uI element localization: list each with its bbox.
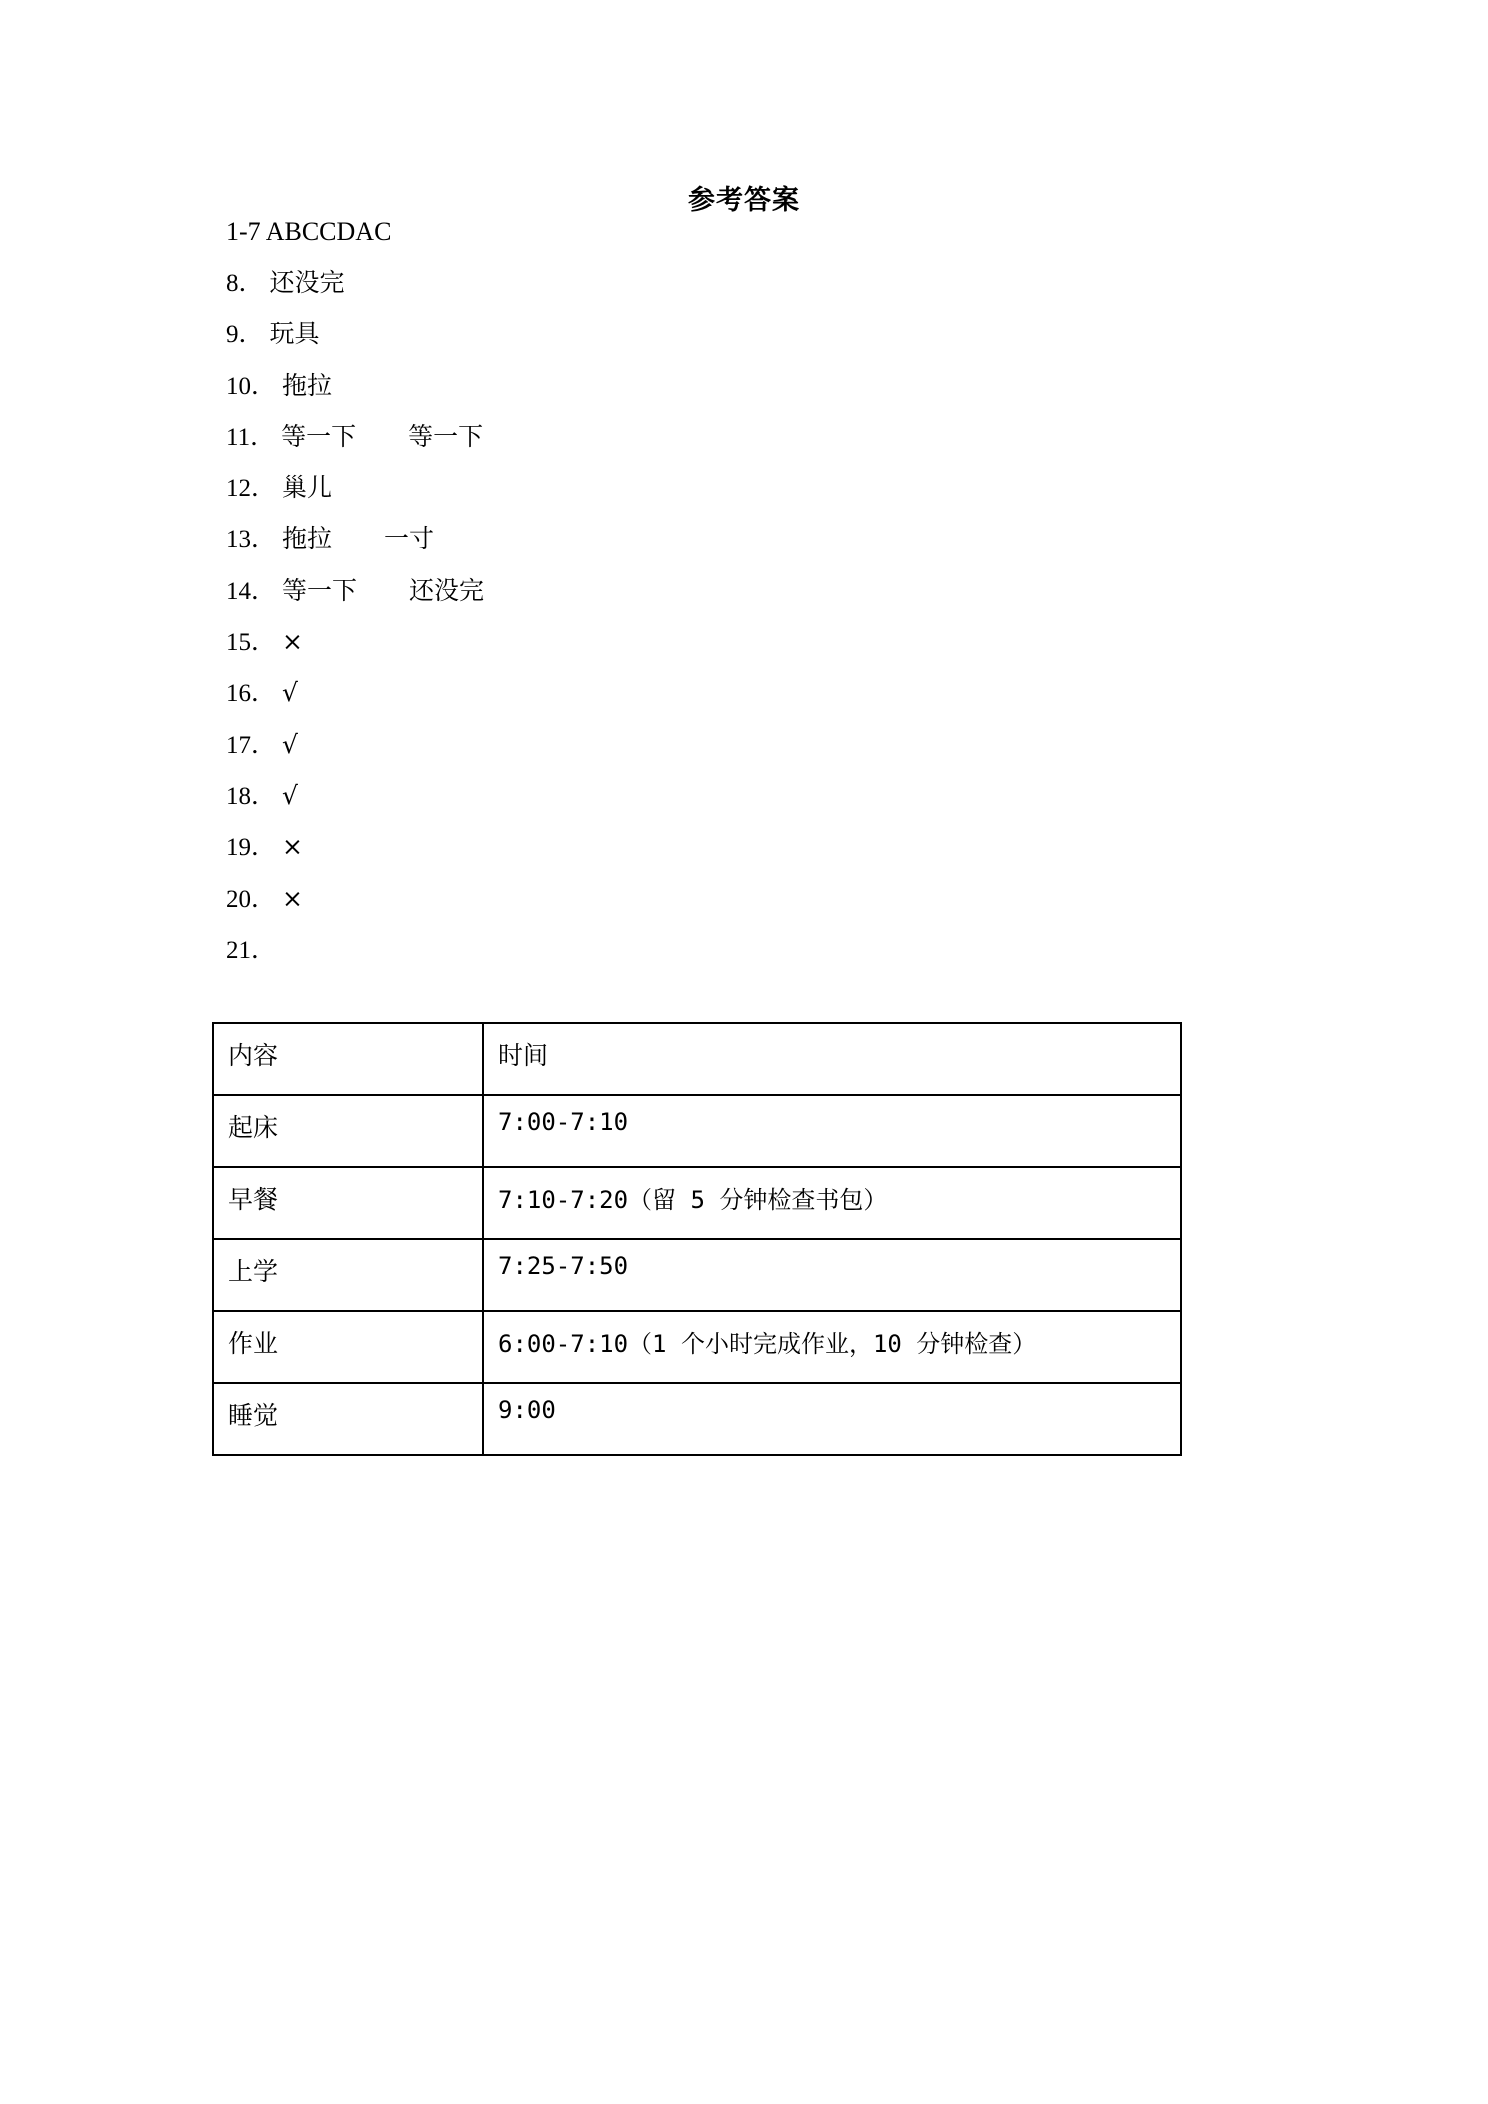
answer-line — [226, 770, 484, 821]
schedule-table — [212, 1022, 1182, 1456]
answer-line — [226, 924, 484, 975]
answer-text: 巢儿 — [282, 473, 333, 503]
answer-mark: × — [282, 627, 303, 657]
answer-line — [226, 667, 484, 718]
table-row — [213, 1167, 1181, 1239]
table-row — [213, 1311, 1181, 1383]
answer-number: 10． — [226, 372, 277, 400]
answer-mark: √ — [282, 678, 298, 708]
answer-line — [226, 411, 484, 462]
table-cell-time: 6:00-7:10（1 个小时完成作业，10 分钟检查） — [483, 1311, 1181, 1383]
answer-list — [226, 214, 484, 975]
answer-number: 17． — [226, 731, 277, 759]
answer-line — [226, 873, 484, 924]
answer-line — [226, 257, 484, 308]
answer-number: 16． — [226, 680, 277, 708]
answer-mark: √ — [282, 729, 298, 759]
table-cell-time: 9:00 — [483, 1383, 1181, 1455]
answer-text: 拖拉 — [282, 524, 333, 554]
answer-line — [226, 821, 484, 872]
answer-line — [226, 462, 484, 513]
table-header-cell: 时间 — [483, 1023, 1181, 1095]
answer-number: 19． — [226, 834, 277, 862]
table-cell-activity: 起床 — [213, 1095, 483, 1167]
answer-line — [226, 360, 484, 411]
answer-mark: × — [282, 883, 303, 913]
answer-number: 18． — [226, 782, 277, 810]
answer-number: 8． — [226, 270, 264, 297]
answer-line — [226, 565, 484, 616]
table-cell-time: 7:00-7:10 — [483, 1095, 1181, 1167]
answer-number: 11． — [226, 423, 276, 451]
table-cell-activity: 睡觉 — [213, 1383, 483, 1455]
answer-line — [226, 513, 484, 564]
answer-text-second: 一寸 — [384, 524, 435, 554]
answer-line — [226, 308, 484, 359]
answer-number: 12． — [226, 475, 277, 503]
answer-text-second: 等一下 — [408, 421, 484, 451]
answer-text: 等一下 — [281, 421, 357, 451]
table-cell-activity: 作业 — [213, 1311, 483, 1383]
answer-number: 9． — [226, 321, 264, 349]
answer-text: 还没完 — [269, 268, 345, 297]
answer-line — [226, 719, 484, 770]
answer-number: 13． — [226, 526, 277, 554]
page-title: 参考答案 — [688, 185, 800, 216]
answer-number: 21． — [226, 936, 277, 964]
table-row — [213, 1095, 1181, 1167]
answer-number: 14． — [226, 577, 277, 605]
table-cell-activity: 上学 — [213, 1239, 483, 1311]
table-header-row — [213, 1023, 1181, 1095]
answer-mark: √ — [282, 780, 298, 810]
answer-number: 20． — [226, 885, 277, 913]
answer-text: 拖拉 — [282, 370, 333, 400]
answer-text-second: 还没完 — [409, 575, 485, 605]
answer-number: 15． — [226, 629, 277, 657]
answer-text: 等一下 — [282, 575, 358, 605]
answer-text: 玩具 — [269, 319, 320, 349]
table-header-cell: 内容 — [213, 1023, 483, 1095]
table-row — [213, 1383, 1181, 1455]
table-cell-activity: 早餐 — [213, 1167, 483, 1239]
answer-line-1-7: 1-7 ABCCDAC — [226, 217, 392, 246]
answer-mark: × — [282, 832, 303, 862]
table-cell-time: 7:10-7:20（留 5 分钟检查书包） — [483, 1167, 1181, 1239]
table-cell-time: 7:25-7:50 — [483, 1239, 1181, 1311]
answer-line — [226, 616, 484, 667]
table-row — [213, 1239, 1181, 1311]
